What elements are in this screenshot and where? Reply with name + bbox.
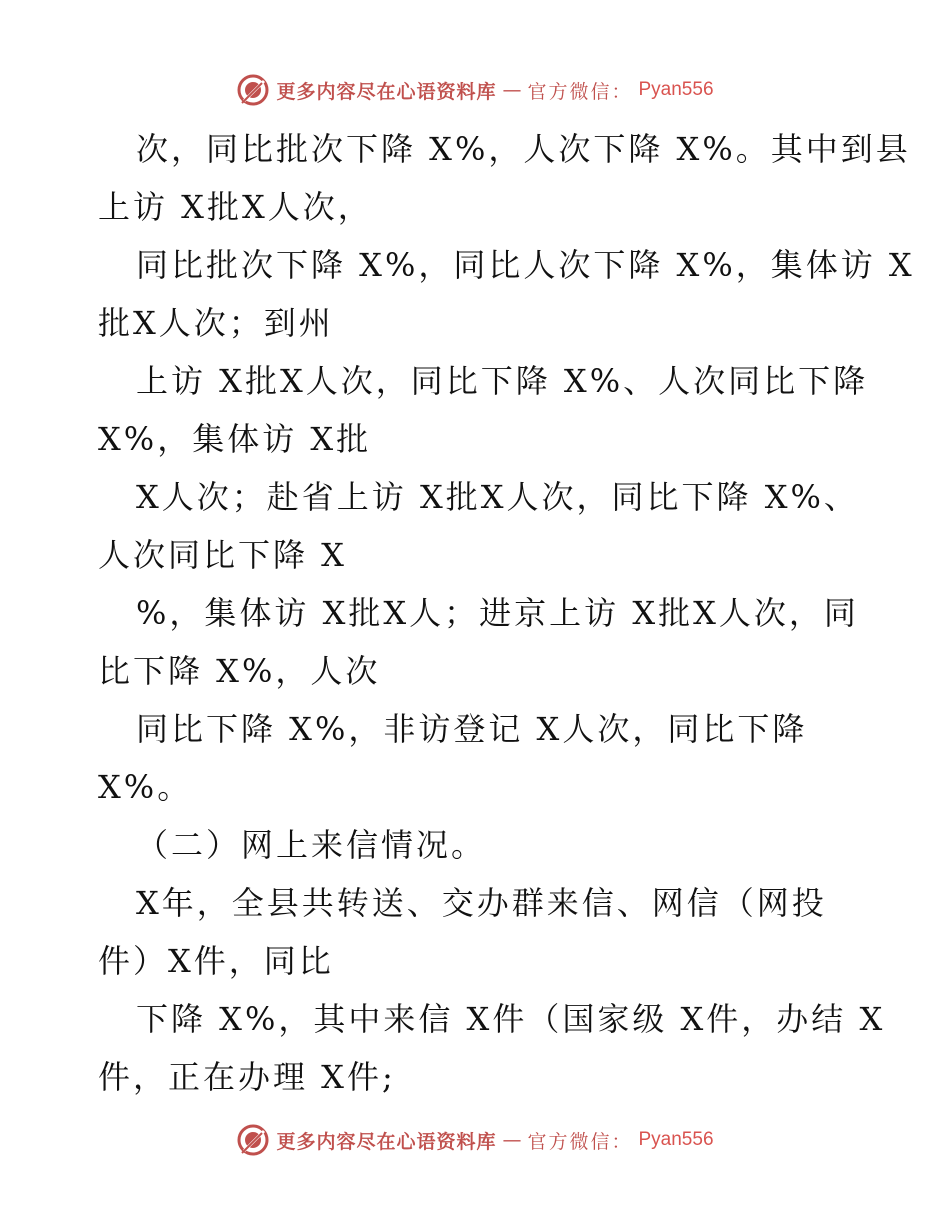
pen-logo-icon [236,73,270,107]
text-line: 比下降 X%，人次 [98,652,381,690]
text-line: 上访 X批X人次，同比下降 X%、人次同比下降 [136,362,869,400]
text-line: 上访 X批X人次， [98,188,373,226]
text-line: 同比批次下降 X%，同比人次下降 X%，集体访 X [136,246,915,284]
text-line: 人次同比下降 X [98,536,347,574]
text-line: 件）X件，同比 [98,942,334,980]
banner-dash: — [502,79,522,101]
text-line: 次，同比批次下降 X%，人次下降 X%。其中到县 [136,130,911,168]
text-line: 下降 X%，其中来信 X件（国家级 X件，办结 X [136,1000,886,1038]
section-heading: （二）网上来信情况。 [136,826,487,864]
text-line: X%，集体访 X批 [98,420,372,458]
text-line: X%。 [98,768,193,806]
banner-dash: — [502,1129,522,1151]
text-line: X人次；赴省上访 X批X人次，同比下降 X%、 [136,478,859,516]
text-line: 同比下降 X%，非访登记 X人次，同比下降 [136,710,808,748]
header-watermark [0,70,950,110]
banner-wechat-id: Pyan556 [638,1129,714,1150]
pen-logo-icon [236,1123,270,1157]
banner-official-label: 官方微信： [527,1130,633,1153]
banner-wechat-id: Pyan556 [638,79,714,100]
banner-text: 更多内容尽在心语资料库 [276,80,497,103]
text-line: %，集体访 X批X人；进京上访 X批X人次，同 [136,594,859,632]
banner-official-label: 官方微信： [527,80,633,103]
footer-watermark [0,1120,950,1160]
banner-text: 更多内容尽在心语资料库 [276,1130,497,1153]
text-line: X年，全县共转送、交办群来信、网信（网投 [136,884,827,922]
text-line: 批X人次；到州 [98,304,334,342]
text-line: 件，正在办理 X件; [98,1058,396,1096]
